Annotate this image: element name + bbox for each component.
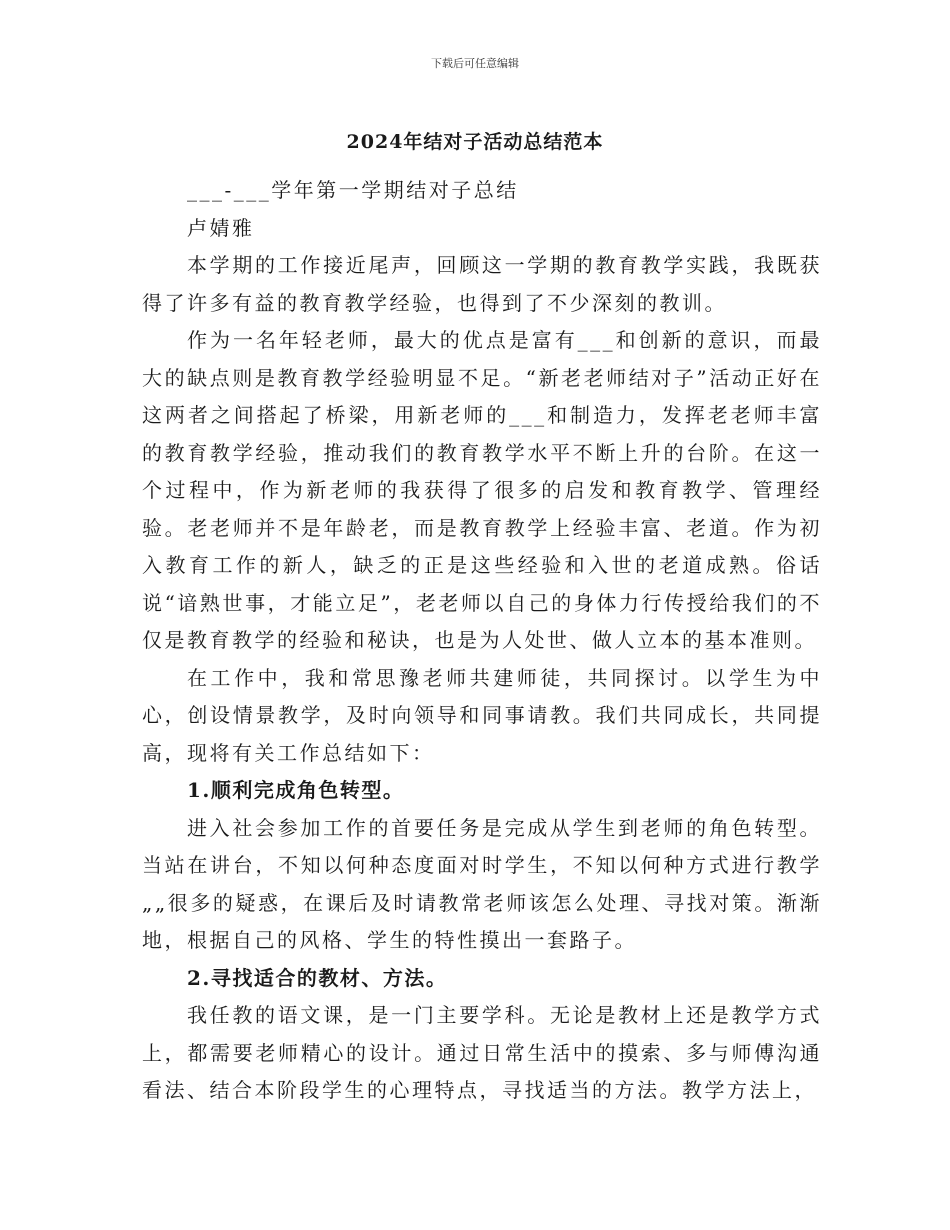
author-name: 卢婧雅 <box>187 215 255 240</box>
paragraph-pairing: 作为一名年轻老师，最大的优点是富有___和创新的意识，而最大的缺点则是教育教学经验明显不足。“新老老师结对子”活动正好在这两者之间搭起了桥梁，用新老师的___和制造力，发挥老老师丰富的教育教学经验，推动我们的教育教学水平不断上升的台阶。在这一个过程中，作为新老师的我获得了很多的启发和教育教学、管理经验。老老师并不是年龄老，而是教育教学上经验丰富、老道。作为初入教育工作的新人，缺乏的正是这些经验和入世的老道成熟。俗话说“谙熟世事，才能立足”，老老师以自己的身体力行传授给我们的不仅是教育教学的经验和秘诀，也是为人处世、做人立本的基本准则。 <box>142 328 822 652</box>
paragraph-method: 我任教的语文课，是一门主要学科。无论是教材上还是教学方式上，都需要老师精心的设计。通过日常生活中的摸索、多与师傅沟通看法、结合本阶段学生的心理特点，寻找适当的方法。教学方法上， <box>142 1003 822 1102</box>
document-body <box>142 172 822 1110</box>
paragraph-role: 进入社会参加工作的首要任务是完成从学生到老师的角色转型。当站在讲台，不知以何种态度面对时学生，不知以何种方式进行教学„„很多的疑惑，在课后及时请教常老师该怎么处理、寻找对策。渐渐地，根据自己的风格、学生的特性摸出一套路子。 <box>142 815 822 952</box>
section-heading-1: 1.顺利完成角色转型。 <box>187 778 405 802</box>
paragraph-work: 在工作中，我和常思豫老师共建师徒，共同探讨。以学生为中心，创设情景教学，及时向领导和同事请教。我们共同成长，共同提高，现将有关工作总结如下： <box>142 665 822 765</box>
header-note: 下载后可任意编辑 <box>431 57 519 70</box>
term-line: ___-___学年第一学期结对子总结 <box>187 178 519 202</box>
paragraph-intro: 本学期的工作接近尾声，回顾这一学期的教育教学实践，我既获得了许多有益的教育教学经验，也得到了不少深刻的教训。 <box>142 253 822 315</box>
section-heading-2: 2.寻找适合的教材、方法。 <box>187 965 448 990</box>
document-title: 2024年结对子活动总结范本 <box>346 131 604 153</box>
